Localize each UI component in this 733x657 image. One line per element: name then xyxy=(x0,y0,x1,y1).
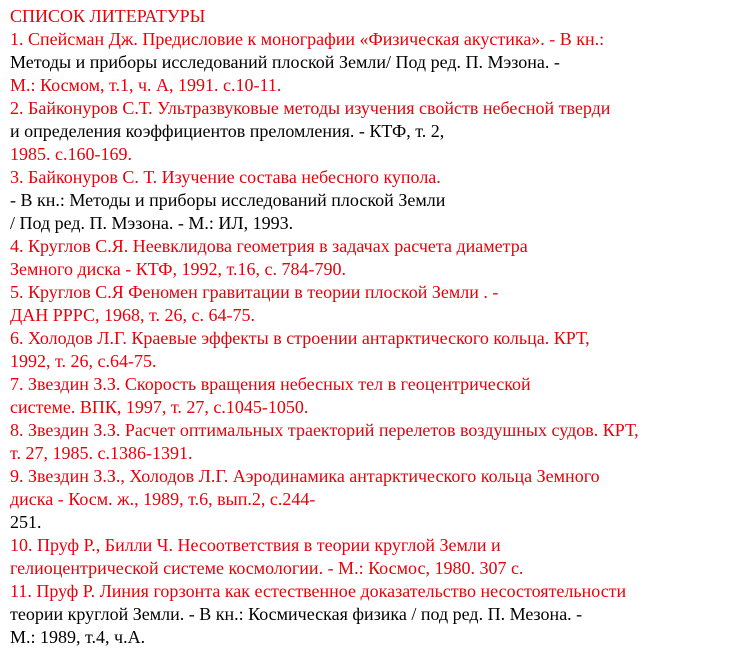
bibliography-line: 2. Байконуров С.Т. Ультразвуковые методы изучения свойств небесной тверди xyxy=(10,98,611,118)
bibliography-line: 251. xyxy=(10,512,42,532)
bibliography-line: 4. Круглов С.Я. Неевклидова геометрия в задачах расчета диаметра xyxy=(10,236,528,256)
bibliography-line: Земного диска - КТФ, 1992, т.16, с. 784-790. xyxy=(10,259,347,279)
bibliography-line: и определения коэффициентов преломления. - КТФ, т. 2, xyxy=(10,121,445,141)
bibliography-line: ДАН РРРС, 1968, т. 26, с. 64-75. xyxy=(10,305,256,325)
bibliography-line: 1985. с.160-169. xyxy=(10,144,132,164)
bibliography-line: диска - Косм. ж., 1989, т.6, вып.2, с.244- xyxy=(10,489,316,509)
bibliography-line: гелиоцентрической системе космологии. - М.: Космос, 1980. 307 с. xyxy=(10,558,524,578)
bibliography-line: 7. Звездин З.З. Скорость вращения небесных тел в геоцентрической xyxy=(10,374,531,394)
bibliography-line: системе. ВПК, 1997, т. 27, с.1045-1050. xyxy=(10,397,309,417)
bibliography-line: / Под ред. П. Мэзона. - М.: ИЛ, 1993. xyxy=(10,213,294,233)
bibliography-line: М.: 1989, т.4, ч.А. xyxy=(10,627,146,647)
bibliography-line: - В кн.: Методы и приборы исследований плоской Земли xyxy=(10,190,446,210)
bibliography-line: Методы и приборы исследований плоской Земли/ Под ред. П. Мэзона. - xyxy=(10,52,560,72)
bibliography-list xyxy=(10,28,733,649)
bibliography-line: 11. Пруф Р. Линия горзонта как естественное доказательство несостоятельности xyxy=(10,581,627,601)
bibliography-line: 3. Байконуров С. Т. Изучение состава небесного купола. xyxy=(10,167,441,187)
bibliography-line: теории круглой Земли. - В кн.: Космическая физика / под ред. П. Мезона. - xyxy=(10,604,583,624)
bibliography-line: 10. Пруф Р., Билли Ч. Несоответствия в теории круглой Земли и xyxy=(10,535,501,555)
bibliography-line: т. 27, 1985. с.1386-1391. xyxy=(10,443,193,463)
bibliography-line: 8. Звездин З.З. Расчет оптимальных траекторий перелетов воздушных судов. КРТ, xyxy=(10,420,639,440)
bibliography-line: 1. Спейсман Дж. Предисловие к монографии «Физическая акустика». - В кн.: xyxy=(10,29,605,49)
bibliography-line: 6. Холодов Л.Г. Краевые эффекты в строении антарктического кольца. КРТ, xyxy=(10,328,590,348)
bibliography-line: 1992, т. 26, с.64-75. xyxy=(10,351,157,371)
bibliography-line: 9. Звездин З.З., Холодов Л.Г. Аэродинамика антарктического кольца Земного xyxy=(10,466,600,486)
bibliography-line: М.: Космом, т.1, ч. А, 1991. с.10-11. xyxy=(10,75,282,95)
bibliography-line: 5. Круглов С.Я Феномен гравитации в теории плоской Земли . - xyxy=(10,282,499,302)
page-heading: СПИСОК ЛИТЕРАТУРЫ xyxy=(10,6,206,26)
